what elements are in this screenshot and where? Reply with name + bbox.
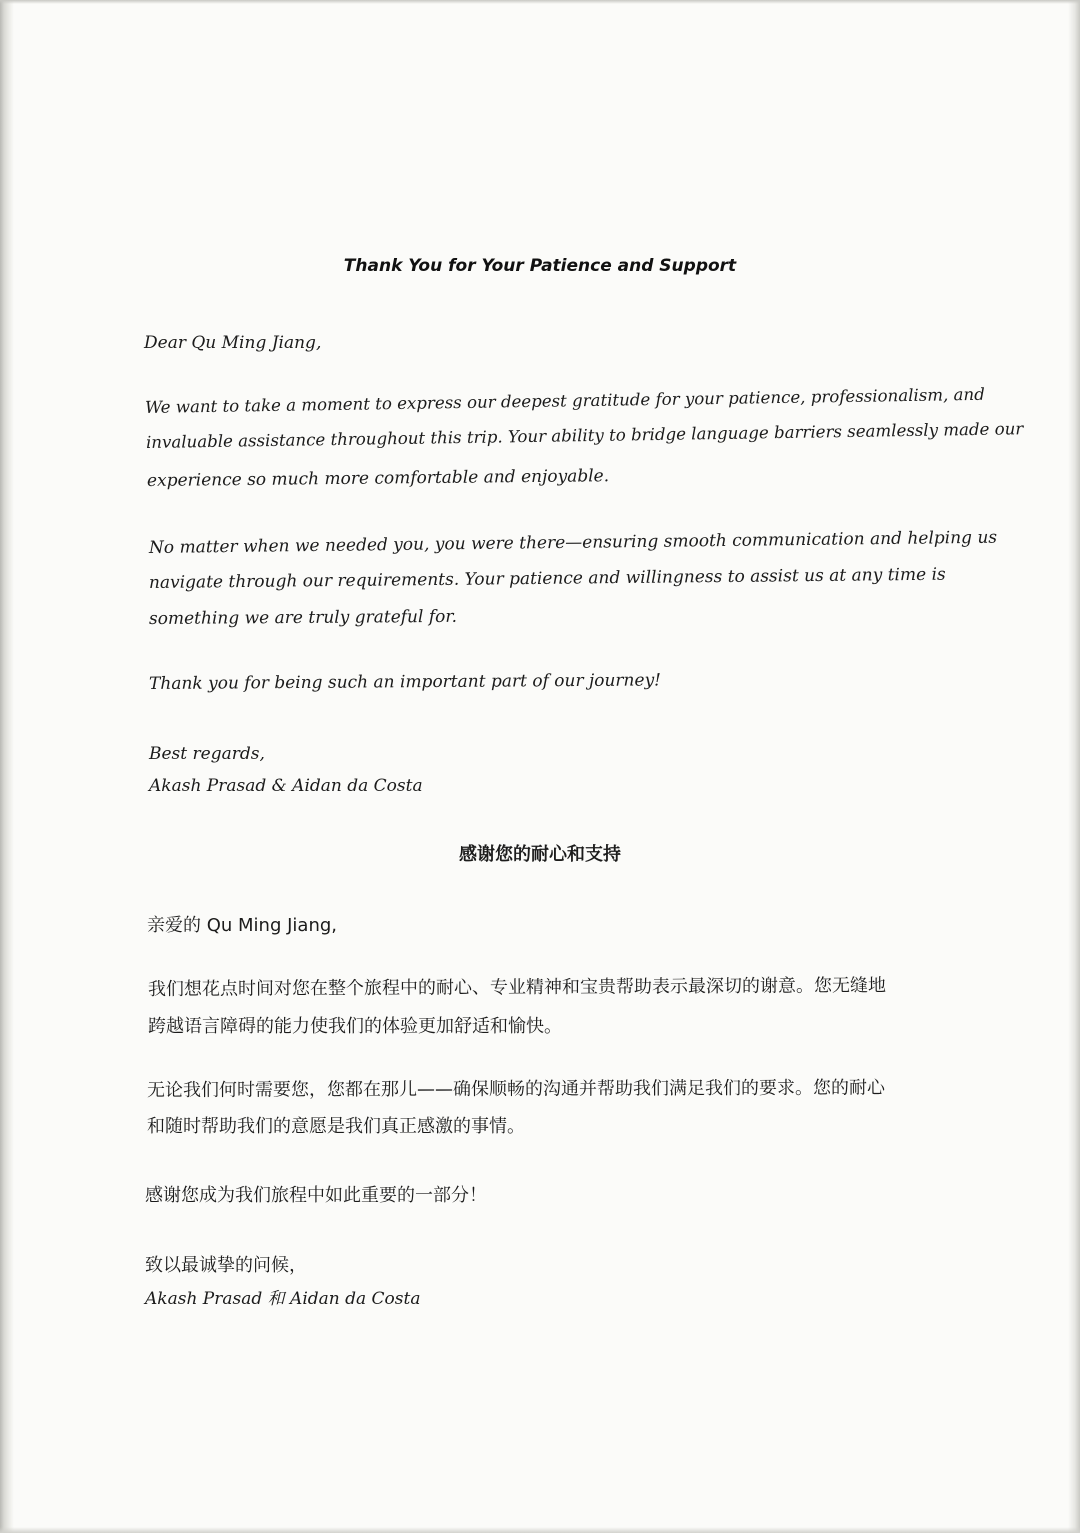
chinese-paragraph2-line1: 无论我们何时需要您，您都在那儿——确保顺畅的沟通并帮助我们满足我们的要求。您的耐心: [146, 1077, 886, 1101]
chinese-paragraph1-line2: 跨越语言障碍的能力使我们的体验更加舒适和愉快。: [148, 1016, 562, 1037]
paper-edge-bottom: [0, 1527, 1080, 1533]
chinese-salutation: 亲爱的 Qu Ming Jiang,: [147, 915, 338, 936]
chinese-title: 感谢您的耐心和支持: [459, 844, 621, 865]
paper-edge-left: [0, 0, 14, 1533]
english-closing: Best regards,: [149, 744, 265, 764]
english-paragraph1-line1: We want to take a moment to express our deepest gratitude for your patience, professionalism, and: [144, 384, 985, 417]
chinese-signature: Akash Prasad 和 Aidan da Costa: [145, 1289, 421, 1309]
english-paragraph1-line2: invaluable assistance throughout this trip. Your ability to bridge language barriers seamlessly made our: [145, 419, 1024, 452]
english-salutation: Dear Qu Ming Jiang,: [144, 333, 322, 353]
english-paragraph1-line3: experience so much more comfortable and enjoyable.: [146, 466, 610, 491]
english-title: Thank You for Your Patience and Support: [343, 256, 737, 276]
paper-edge-top: [0, 0, 1080, 4]
english-paragraph2-line1: No matter when we needed you, you were there—ensuring smooth communication and helping us: [148, 527, 998, 558]
chinese-paragraph3: 感谢您成为我们旅程中如此重要的一部分！: [145, 1185, 487, 1206]
english-paragraph3: Thank you for being such an important part of our journey!: [148, 670, 662, 694]
paper-edge-right: [1068, 0, 1080, 1533]
english-signature: Akash Prasad & Aidan da Costa: [149, 776, 423, 796]
chinese-closing: 致以最诚挚的问候，: [145, 1255, 307, 1276]
english-paragraph2-line2: navigate through our requirements. Your patience and willingness to assist us at any time is: [148, 564, 946, 593]
english-paragraph2-line3: something we are truly grateful for.: [148, 606, 458, 629]
chinese-paragraph2-line2: 和随时帮助我们的意愿是我们真正感激的事情。: [147, 1116, 525, 1137]
chinese-paragraph1-line1: 我们想花点时间对您在整个旅程中的耐心、专业精神和宝贵帮助表示最深切的谢意。您无缝地: [147, 975, 887, 1000]
